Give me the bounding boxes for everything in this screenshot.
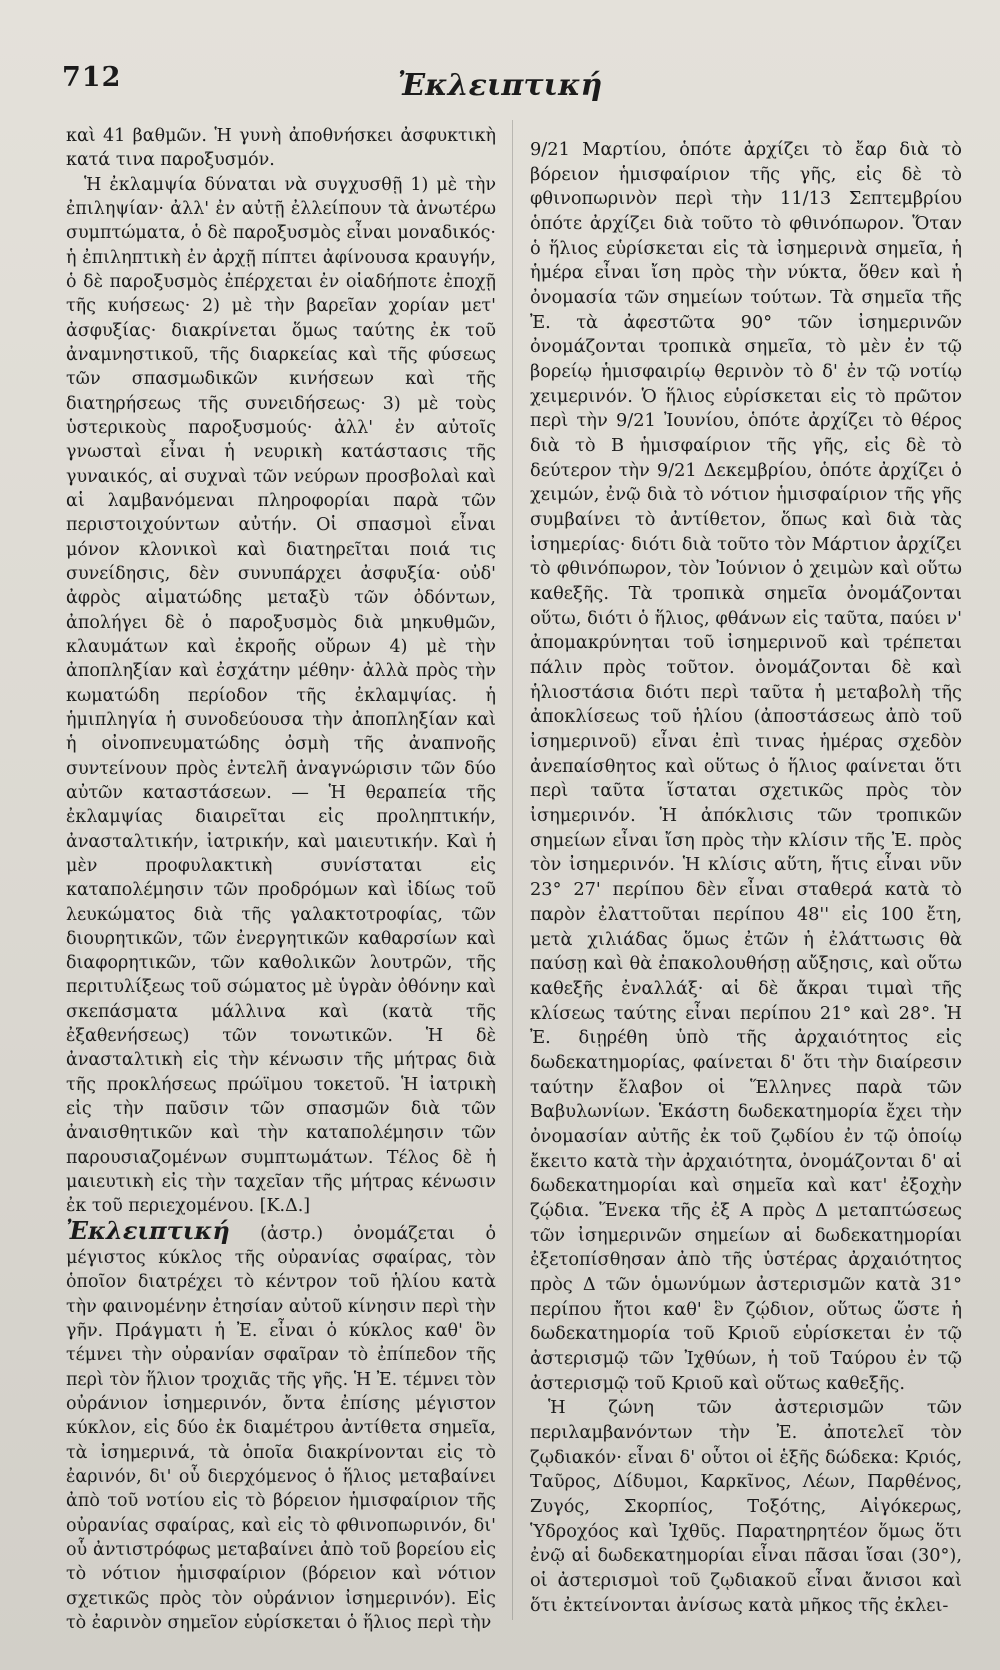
column-divider xyxy=(512,120,513,1620)
left-paragraph-2: Ἡ ἐκλαμψία δύναται νὰ συγχυσθῇ 1) μὲ τὴν ἐπιληψίαν· ἀλλ' ἐν αὐτῇ ἐλλείπουν τὰ ἀνωτέρω συμπτώματα, ὁ δὲ παροξυσμὸς εἶναι μοναδικός· ἡ ἐπιληπτικὴ ἐν ἀρχῇ πίπτει ἀφίνουσα κραυγήν, ὁ δὲ παροξυσμὸς ἐπέρχεται ἐν οἱαδήποτε ἐποχῇ τῆς κυήσεως· 2) μὲ τὴν βαρεῖαν χορίαν μετ' ἀσφυξίας· διακρίνεται ὅμως ταύτης ἐκ τοῦ ἀναμνηστικοῦ, τῆς διαρκείας καὶ τῆς φύσεως τῶν σπασμωδικῶν κινήσεων καὶ τῆς διατηρήσεως τῆς συνειδήσεως· 3) μὲ τοὺς ὑστερικοὺς παροξυσμούς· ἀλλ' ἐν αὐτοῖς γνωσταὶ εἶναι ἡ νευρικὴ κατάστασις τῆς γυναικός, αἱ συχναὶ τῶν νεύρων προσβολαὶ καὶ αἱ λαμβανόμεναι πληροφορίαι παρὰ τῶν περιστοιχούντων αὐτήν. Οἱ σπασμοὶ εἶναι μόνον κλονικοὶ καὶ διατηρεῖται ποιά τις συνείδησις, δὲν συνυπάρχει ἀσφυξία· οὐδ' ἀφρὸς αἱματώδης μεταξὺ τῶν ὀδόντων, ἀπολήγει δὲ ὁ παροξυσμὸς διὰ μηκυθμῶν, κλαυμάτων καὶ ἐκροῆς οὔρων 4) μὲ τὴν ἀποπληξίαν καὶ ἐσχάτην μέθην· ἀλλὰ πρὸς τὴν κωματώδη περίοδον τῆς ἐκλαμψίας. ἡ ἡμιπληγία ἡ συνοδεύουσα τὴν ἀποπληξίαν καὶ ἡ οἰνοπνευματώδης ὀσμὴ τῆς ἀναπνοῆς συντείνουν πρὸς ἐντελῆ ἀναγνώρισιν τῶν δύο αὐτῶν καταστάσεων. — Ἡ θεραπεία τῆς ἐκλαμψίας διαιρεῖται εἰς προληπτικήν, ἀνασταλτικήν, ἰατρικήν, καὶ μαιευτικήν. Καὶ ἡ μὲν προφυλακτικὴ συνίσταται εἰς καταπολέμησιν τῶν προδρόμων καὶ ἰδίως τοῦ λευκώματος διὰ τῆς γαλακτοτροφίας, τῶν διουρητικῶν, τῶν ἐνεργητικῶν καθαρσίων καὶ διαφορητικῶν, τῶν καθολικῶν λουτρῶν, τῆς περιτυλίξεως τοῦ σώματος μὲ ὑγρὰν ὀθόνην καὶ σκεπάσματα μάλλινα καὶ (κατὰ τῆς ἐξαθενήσεως) τῶν τονωτικῶν. Ἡ δὲ ἀνασταλτικὴ εἰς τὴν κένωσιν τῆς μήτρας διὰ τῆς προκλήσεως πρώϊμου τοκετοῦ. Ἡ ἰατρικὴ εἰς τὴν παῦσιν τῶν σπασμῶν διὰ τῶν ἀναισθητικῶν καὶ τὴν καταπολέμησιν τῶν παρουσιαζομένων συμπτωμάτων. Τέλος δὲ ἡ μαιευτικὴ εἰς τὴν ταχεῖαν τῆς μήτρας κένωσιν ἐκ τοῦ περιεχομένου. [Κ.Δ.] xyxy=(66,174,497,1217)
left-paragraph-1: καὶ 41 βαθμῶν. Ἡ γυνὴ ἀποθνήσκει ἀσφυκτικὴ κατά τινα παροξυσμόν. xyxy=(66,126,496,171)
page-number: 712 xyxy=(62,62,122,93)
right-column xyxy=(530,138,962,1618)
entry-text: (ἀστρ.) ὀνομάζεται ὁ μέγιστος κύκλος τῆς οὐρανίας σφαίρας, τὸν ὁποῖον διατρέχει τὸ κέντρον τοῦ ἡλίου κατὰ τὴν φαινομένην ἐτησίαν αὐτοῦ κίνησιν περὶ τὴν γῆν. Πράγματι ἡ Ἐ. εἶναι ὁ κύκλος καθ' ὃν τέμνει τὴν οὐρανίαν σφαῖραν τὸ ἐπίπεδον τῆς περὶ τὸν ἥλιον τροχιᾶς τῆς γῆς. Ἡ Ἐ. τέμνει τὸν οὐράνιον ἰσημερινόν, ὄντα ἐπίσης μέγιστον κύκλον, εἰς δύο ἐκ διαμέτρου ἀντίθετα σημεῖα, τὰ ἰσημερινά, τὰ ὁποῖα διακρίνονται εἰς τὸ ἐαρινόν, δι' οὗ διερχόμενος ὁ ἥλιος μεταβαίνει ἀπὸ τοῦ νοτίου εἰς τὸ βόρειον ἡμισφαίριον τῆς οὐρανίας σφαίρας, καὶ εἰς τὸ φθινοπωρινόν, δι' οὗ ἀντιστρόφως μεταβαίνει ἀπὸ τοῦ βορείου εἰς τὸ νότιον ἡμισφαίριον (βόρειον καὶ νότιον σχετικῶς πρὸς τὸν οὐράνιον ἰσημερινόν). Εἰς τὸ ἐαρινὸν σημεῖον εὑρίσκεται ὁ ἥλιος περὶ τὴν xyxy=(66,1223,496,1634)
right-paragraph-2: Ἡ ζώνη τῶν ἀστερισμῶν τῶν περιλαμβανόντων τὴν Ἐ. ἀποτελεῖ τὸν ζῳδιακόν· εἶναι δ' οὗτοι οἱ ἑξῆς δώδεκα: Κριός, Ταῦρος, Δίδυμοι, Καρκῖνος, Λέων, Παρθένος, Ζυγός, Σκορπίος, Τοξότης, Αἰγόκερως, Ὑδροχόος καὶ Ἰχθῦς. Παρατηρητέον ὅμως ὅτι ἐνῷ αἱ δωδεκατημορίαι εἶναι πᾶσαι ἴσαι (30°), οἱ ἀστερισμοὶ τοῦ ζῳδιακοῦ εἶναι ἄνισοι καὶ ὅτι ἐκτείνονται ἀνίσως κατὰ μῆκος τῆς ἐκλει- xyxy=(530,1398,962,1616)
right-paragraph-1: 9/21 Μαρτίου, ὁπότε ἀρχίζει τὸ ἔαρ διὰ τὸ βόρειον ἡμισφαίριον τῆς γῆς, εἰς δὲ τὸ φθινοπωρινὸν περὶ τὴν 11/13 Σεπτεμβρίου ὁπότε ἀρχίζει διὰ τοῦτο τὸ φθινόπωρον. Ὅταν ὁ ἥλιος εὑρίσκεται εἰς τὰ ἰσημερινὰ σημεῖα, ἡ ἡμέρα εἶναι ἴση πρὸς τὴν νύκτα, ὅθεν καὶ ἡ ὀνομασία τῶν σημείων τούτων. Τὰ σημεῖα τῆς Ἐ. τὰ ἀφεστῶτα 90° τῶν ἰσημερινῶν ὀνομάζονται τροπικὰ σημεῖα, τὸ μὲν ἐν τῷ βορείῳ ἡμισφαιρίῳ θερινὸν τὸ δ' ἐν τῷ νοτίῳ χειμερινόν. Ὁ ἥλιος εὑρίσκεται εἰς τὸ πρῶτον περὶ τὴν 9/21 Ἰουνίου, ὁπότε ἀρχίζει τὸ θέρος διὰ τὸ Β ἡμισφαίριον τῆς γῆς, εἰς δὲ τὸ δεύτερον τὴν 9/21 Δεκεμβρίου, ὁπότε ἀρχίζει ὁ χειμών, ἐνῷ διὰ τὸ νότιον ἡμισφαίριον τῆς γῆς συμβαίνει τὸ ἀντίθετον, ὅπως καὶ διὰ τὰς ἰσημερίας· διότι διὰ τοῦτο τὸν Μάρτιον ἀρχίζει τὸ φθινόπωρον, τὸν Ἰούνιον ὁ χειμὼν καὶ οὕτω καθεξῆς. Τὰ τροπικὰ σημεῖα ὀνομάζονται οὕτω, διότι ὁ ἥλιος, φθάνων εἰς ταῦτα, παύει ν' ἀπομακρύνηται τοῦ ἰσημερινοῦ καὶ τρέπεται πάλιν πρὸς τοῦτον. ὀνομάζονται δὲ καὶ ἡλιοστάσια διότι περὶ ταῦτα ἡ μεταβολὴ τῆς ἀποκλίσεως τοῦ ἡλίου (ἀποστάσεως ἀπὸ τοῦ ἰσημερινοῦ) εἶναι ἐπὶ τινας ἡμέρας σχεδὸν ἀνεπαίσθητος καὶ οὕτως ὁ ἥλιος φαίνεται ὅτι περὶ ταῦτα ἵσταται σχετικῶς πρὸς τὸν ἰσημερινόν. Ἡ ἀπόκλισις τῶν τροπικῶν σημείων εἶναι ἴση πρὸς τὴν κλίσιν τῆς Ἐ. πρὸς τὸν ἰσημερινόν. Ἡ κλίσις αὕτη, ἥτις εἶναι νῦν 23° 27' περίπου δὲν εἶναι σταθερά κατὰ τὸ παρὸν ἐλαττοῦται περίπου 48'' εἰς 100 ἔτη, μετὰ χιλιάδας ὅμως ἐτῶν ἡ ἐλάττωσις θὰ παύσῃ καὶ θὰ ἐπακολουθήσῃ αὔξησις, καὶ οὕτω καθεξῆς ἐναλλάξ· αἱ δὲ ἄκραι τιμαὶ τῆς κλίσεως ταύτης εἶναι περίπου 21° καὶ 28°. Ἡ Ἐ. διῃρέθη ὑπὸ τῆς ἀρχαιότητος εἰς δωδεκατημορίας, φαίνεται δ' ὅτι τὴν διαίρεσιν ταύτην ἔλαβον οἱ Ἕλληνες παρὰ τῶν Βαβυλωνίων. Ἑκάστη δωδεκατημορία ἔχει τὴν ὀνομασίαν αὐτῆς ἐκ τοῦ ζῳδίου ἐν τῷ ὁποίῳ ἔκειτο κατὰ τὴν ἀρχαιότητα, ὀνομάζονται δ' αἱ δωδεκατημορίαι καὶ σημεῖα καὶ κατ' ἐξοχὴν ζῴδια. Ἕνεκα τῆς ἐξ Α πρὸς Δ μεταπτώσεως τῶν ἰσημερινῶν σημείων αἱ δωδεκατημορίαι ἐξετοπίσθησαν ἀπὸ τῆς ὑστέρας ἀρχαιότητος πρὸς Δ τῶν ὁμωνύμων ἀστερισμῶν κατὰ 31° περίπου ἤτοι καθ' ἓν ζῴδιον, οὕτως ὥστε ἡ δωδεκατημορία τοῦ Κριοῦ εὑρίσκεται ἐν τῷ ἀστερισμῷ τῶν Ἰχθύων, ἡ τοῦ Ταύρου ἐν τῷ ἀστερισμῷ τοῦ Κριοῦ καὶ οὕτως καθεξῆς. xyxy=(530,140,962,1394)
running-title: Ἐκλειπτική xyxy=(397,68,603,103)
entry-paragraph xyxy=(66,1215,496,1636)
entry-headword: Ἐκλειπτική xyxy=(66,1215,230,1245)
left-column xyxy=(66,124,496,1635)
